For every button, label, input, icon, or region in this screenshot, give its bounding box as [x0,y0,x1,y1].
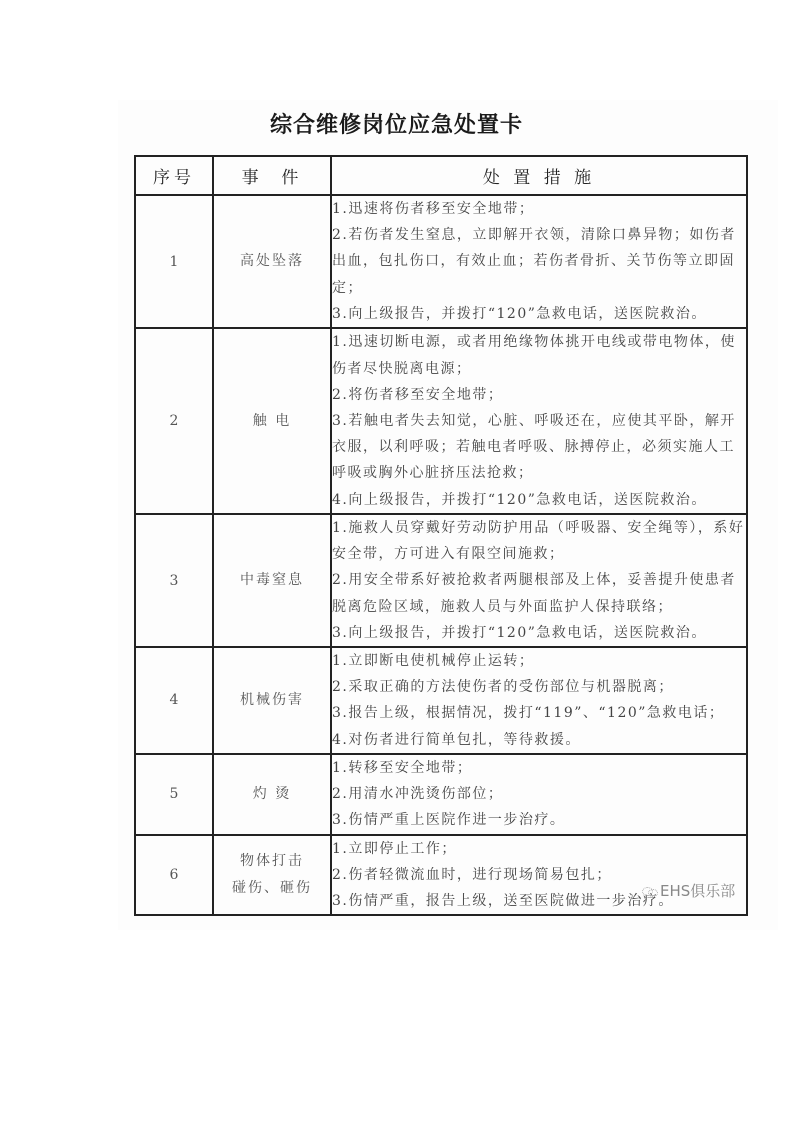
row-event [213,835,331,916]
header-measures: 处 置 措 施 [331,156,747,195]
row-event: 高处坠落 [213,195,331,328]
measure-item: 2.伤者轻微流血时，进行现场简易包扎； [332,867,612,884]
row-measures [331,514,747,647]
row-event: 灼 烫 [213,754,331,835]
row-measures [331,195,747,328]
measure-item: 4.对伤者进行简单包扎，等待救援。 [332,731,581,748]
measure-item: 3.伤情严重上医院作进一步治疗。 [332,812,566,829]
event-line: 物体打击 [240,853,304,870]
row-seq: 5 [135,754,213,835]
measure-item: 1.转移至安全地带； [332,760,473,777]
row-event: 中毒窒息 [213,514,331,647]
measure-item: 3.若触电者失去知觉，心脏、呼吸还在，应使其平卧，解开衣服，以利呼吸；若触电者呼吸、脉搏停止，必须实施人工呼吸或胸外心脏挤压法抢救； [332,412,736,482]
measure-item: 2.将伤者移至安全地带； [332,386,504,403]
measure-item: 2.用清水冲洗烫伤部位； [332,786,504,803]
row-seq: 2 [135,328,213,514]
table-row [135,835,747,916]
emergency-response-table [134,155,748,916]
row-measures [331,328,747,514]
row-measures [331,754,747,835]
measure-item: 3.向上级报告，并拨打“120”急救电话，送医院救治。 [332,624,707,641]
table-row [135,328,747,514]
document-title: 综合维修岗位应急处置卡 [269,112,523,138]
table-row [135,195,747,328]
row-measures [331,647,747,754]
row-seq: 1 [135,195,213,328]
measure-item: 4.向上级报告，并拨打“120”急救电话，送医院救治。 [332,491,707,508]
measure-item: 3.伤情严重，报告上级，送至医院做进一步治疗。 [332,893,674,910]
table-row [135,647,747,754]
header-seq: 序号 [135,156,213,195]
measure-item: 1.立即断电使机械停止运转； [332,653,535,670]
measure-item: 1.立即停止工作； [332,840,457,857]
row-seq: 4 [135,647,213,754]
measure-item: 1.迅速切断电源，或者用绝缘物体挑开电线或带电物体，使伤者尽快脱离电源； [332,334,736,377]
table-row [135,754,747,835]
row-seq: 6 [135,835,213,916]
event-line: 碰伤、砸伤 [232,880,312,897]
measure-item: 2.用安全带系好被抢救者两腿根部及上体，妥善提升使患者脱离危险区域，施救人员与外面监护人保持联络； [332,572,736,615]
measure-item: 3.报告上级，根据情况，拨打“119”、“120”急救电话； [332,705,725,722]
measure-item: 2.若伤者发生窒息，立即解开衣领，清除口鼻异物；如伤者出血，包扎伤口，有效止血；若伤者骨折、关节伤等立即固定； [332,227,736,296]
watermark [642,880,735,901]
measure-item: 1.施救人员穿戴好劳动防护用品（呼吸器、安全绳等），系好安全带，方可进入有限空间施救； [332,520,745,563]
measure-item: 3.向上级报告，并拨打“120”急救电话，送医院救治。 [332,305,707,322]
table-header-row [135,156,747,195]
row-measures [331,835,747,916]
measure-item: 2.采取正确的方法使伤者的受伤部位与机器脱离； [332,679,674,696]
measure-item: 1.迅速将伤者移至安全地带； [332,201,535,217]
header-event: 事 件 [213,156,331,195]
row-event: 触 电 [213,328,331,514]
table-row [135,514,747,647]
row-seq: 3 [135,514,213,647]
wechat-icon [642,885,658,897]
watermark-text: EHS俱乐部 [660,882,736,900]
row-event: 机械伤害 [213,647,331,754]
